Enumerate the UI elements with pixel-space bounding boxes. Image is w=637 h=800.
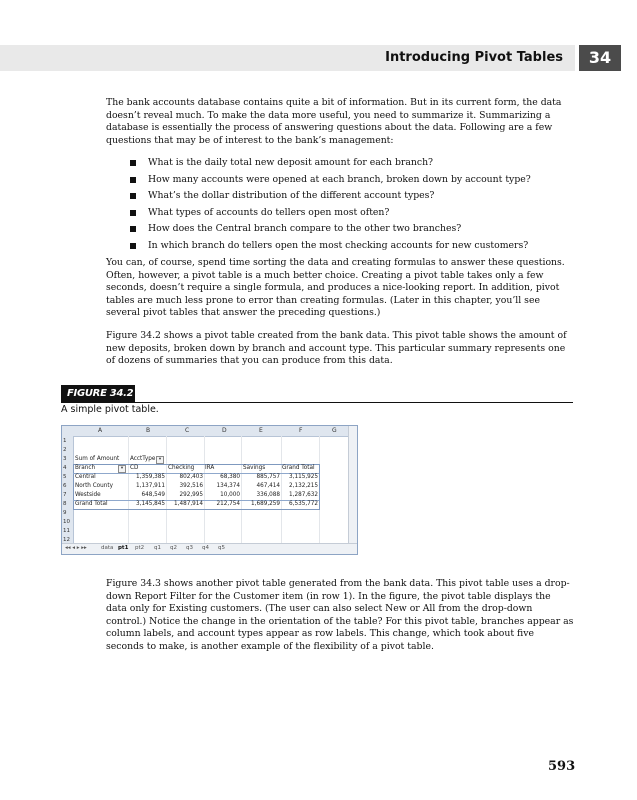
bullet-square-icon <box>130 193 136 199</box>
row-number: 3 <box>63 456 67 462</box>
pivot-value: 134,374 <box>216 483 240 489</box>
row-number: 6 <box>63 483 67 489</box>
pivot-value: 802,403 <box>179 474 203 480</box>
row-number: 2 <box>63 447 67 453</box>
sheet-tab[interactable]: pt2 <box>135 545 145 551</box>
list-item <box>126 221 531 238</box>
column-field-dropdown-icon[interactable]: ▾ <box>156 456 164 464</box>
tab-nav-arrows-icon[interactable]: ◂◂ ◂ ▸ ▸▸ <box>65 545 87 551</box>
list-item <box>126 205 531 222</box>
pivot-total-value: 3,145,845 <box>136 501 165 507</box>
pivot-header-cell: Branch <box>75 465 96 471</box>
sheet-tab[interactable]: q3 <box>186 545 193 551</box>
pivot-row-label: North County <box>75 483 113 489</box>
pivot-value: 3,115,925 <box>289 474 318 480</box>
pivot-value: 467,414 <box>256 483 280 489</box>
pivot-total-label: Grand Total <box>75 501 108 507</box>
pivot-value: 1,287,632 <box>289 492 318 498</box>
bullet-square-icon <box>130 226 136 232</box>
row-number: 12 <box>63 537 70 543</box>
paragraph-3: Figure 34.2 shows a pivot table created from the bank data. This pivot table shows the amount of new deposits, broken down by branch and account type. This particular summary represents one of dozens of summaries that you can produce from this data. <box>106 330 567 366</box>
vertical-scrollbar[interactable] <box>348 426 357 544</box>
pivot-value: 885,757 <box>256 474 280 480</box>
sheet-tab[interactable]: data <box>101 545 114 551</box>
sheet-tab-bar <box>62 543 357 554</box>
column-header: C <box>185 427 190 434</box>
bullet-square-icon <box>130 160 136 166</box>
row-number: 11 <box>63 528 70 534</box>
pivot-value: 68,380 <box>220 474 240 480</box>
column-header: A <box>98 427 103 434</box>
figure-rule <box>61 402 573 403</box>
paragraph-4: Figure 34.3 shows another pivot table generated from the bank data. This pivot table uses a drop-down Report Filter for the Customer item (in row 1). In the figure, the pivot table displays the data only for Existing customers. (The user can also select New or All from the drop-down control.) Notice the change in the orientation of the table? For this pivot table, branches appear as column labels, and account types appear as row labels. This change, which took about five seconds to make, is another example of the flexibility of a pivot table. <box>106 578 574 652</box>
list-item-text: How does the Central branch compare to the other two branches? <box>148 223 462 234</box>
list-item-text: What is the daily total new deposit amount for each branch? <box>148 157 434 168</box>
column-header: D <box>222 427 227 434</box>
column-header: F <box>299 427 303 434</box>
list-item-text: What types of accounts do tellers open most often? <box>148 206 390 218</box>
list-item <box>126 188 531 205</box>
running-title: Introducing Pivot Tables <box>385 50 563 65</box>
row-number: 9 <box>63 510 67 516</box>
pivot-column-field: AcctType <box>130 456 156 462</box>
sheet-tab[interactable]: q4 <box>202 545 209 551</box>
pivot-value: 10,000 <box>220 492 240 498</box>
sheet-tab[interactable]: q1 <box>154 545 161 551</box>
page-number: 593 <box>548 759 576 774</box>
pivot-header-cell: IRA <box>205 465 215 471</box>
pivot-value: 2,132,215 <box>289 483 318 489</box>
chapter-number: 34 <box>579 45 621 71</box>
pivot-row-label: Central <box>75 474 96 480</box>
bullet-square-icon <box>130 243 136 249</box>
list-item <box>126 172 531 189</box>
pivot-value: 292,995 <box>179 492 203 498</box>
sheet-tab-active[interactable]: pt1 <box>118 545 129 551</box>
column-header: B <box>146 427 151 434</box>
pivot-value: 648,549 <box>141 492 165 498</box>
pivot-header-cell: Grand Total <box>282 465 315 471</box>
pivot-header-cell: Savings <box>243 465 266 471</box>
row-field-dropdown-icon[interactable]: ▾ <box>118 465 126 473</box>
list-item <box>126 238 531 255</box>
bullet-square-icon <box>130 210 136 216</box>
row-number: 7 <box>63 492 67 498</box>
column-header-bar <box>62 426 357 437</box>
pivot-value: 336,088 <box>256 492 280 498</box>
pivot-header-cell: CD <box>130 465 139 471</box>
figure-label: FIGURE 34.2 <box>61 385 135 403</box>
row-number: 4 <box>63 465 67 471</box>
pivot-total-value: 1,689,259 <box>251 501 280 507</box>
pivot-total-value: 1,487,914 <box>174 501 203 507</box>
pivot-value: 1,359,385 <box>136 474 165 480</box>
list-item <box>126 155 531 172</box>
pivot-table-screenshot <box>61 425 358 555</box>
pivot-total-value: 212,754 <box>216 501 240 507</box>
row-number: 8 <box>63 501 67 507</box>
pivot-sum-label: Sum of Amount <box>75 456 120 462</box>
pivot-value: 1,137,911 <box>136 483 165 489</box>
list-item-text: In which branch do tellers open the most checking accounts for new customers? <box>148 239 529 251</box>
question-list <box>126 155 531 254</box>
intro-paragraph: The bank accounts database contains quite a bit of information. But in its current form, the data doesn’t reveal much. To make the data more useful, you need to summarize it. Summarizing a database is essentially the process of answering questions about the data. Following are a few questions that may be of interest to the bank’s management: <box>106 97 562 146</box>
paragraph-2: You can, of course, spend time sorting the data and creating formulas to answer these questions. Often, however, a pivot table is a much better choice. Creating a pivot table takes only a few seconds, doesn’t require a single formula, and produces a nice-looking report. In addition, pivot tables are much less prone to error than creating formulas. (Later in this chapter, you’ll see several pivot tables that answer the preceding questions.) <box>106 257 565 318</box>
figure-caption: A simple pivot table. <box>61 404 159 415</box>
list-item-text: What’s the dollar distribution of the different account types? <box>148 190 435 201</box>
row-number: 1 <box>63 438 67 444</box>
sheet-tab[interactable]: q2 <box>170 545 177 551</box>
pivot-row-label: Westside <box>75 492 101 498</box>
pivot-total-value: 6,535,772 <box>289 501 318 507</box>
column-header: G <box>332 427 337 434</box>
pivot-header-cell: Checking <box>168 465 195 471</box>
pivot-value: 392,516 <box>179 483 203 489</box>
column-header: E <box>259 427 263 434</box>
list-item-text: How many accounts were opened at each branch, broken down by account type? <box>148 173 531 185</box>
sheet-tab[interactable]: q5 <box>218 545 225 551</box>
bullet-square-icon <box>130 177 136 183</box>
row-number: 5 <box>63 474 67 480</box>
row-number: 10 <box>63 519 70 525</box>
